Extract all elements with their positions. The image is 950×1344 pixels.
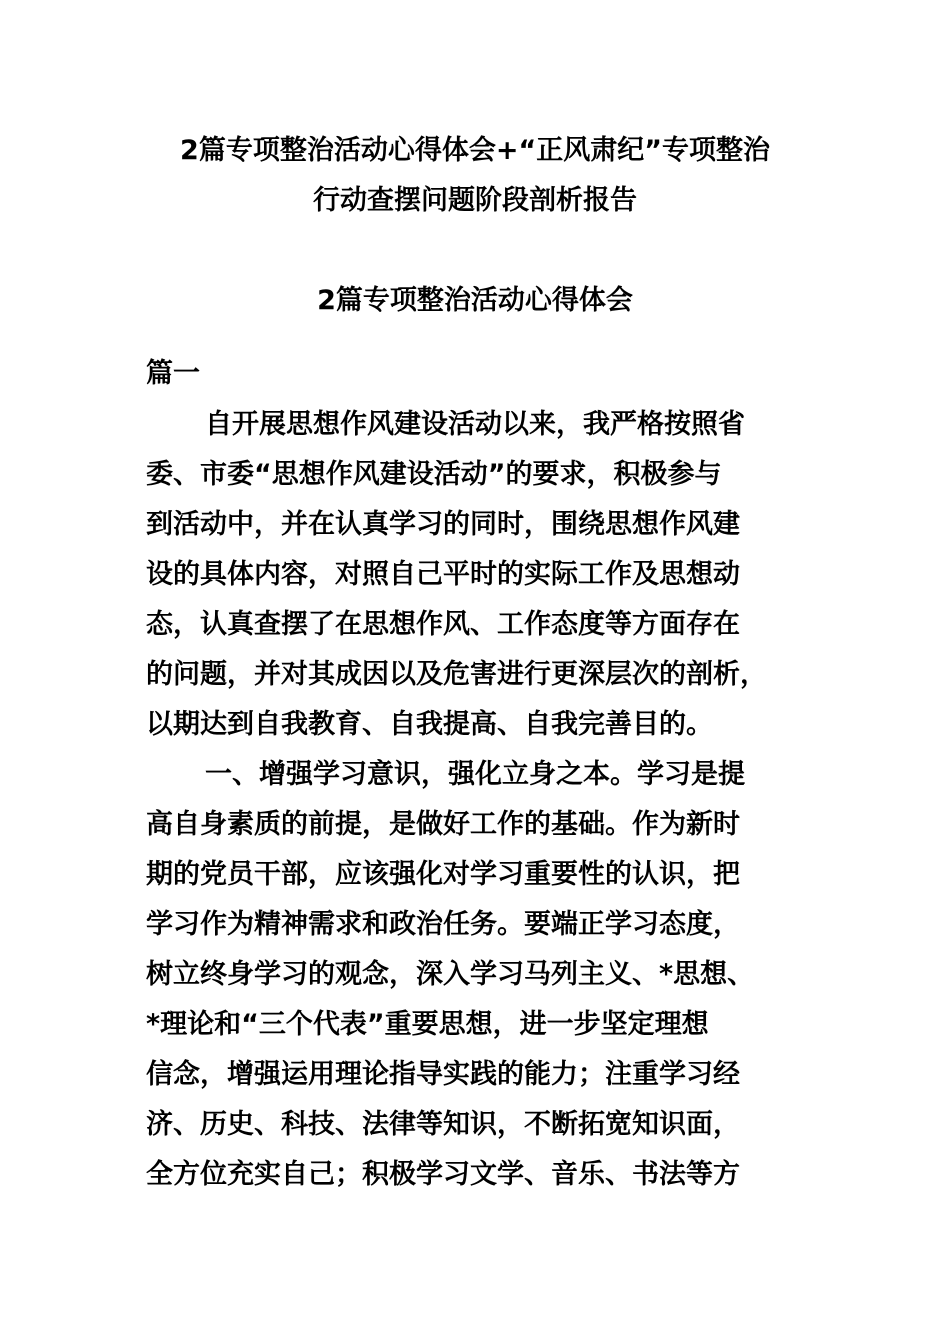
paragraph-line: *理论和“三个代表”重要思想，进一步坚定理想 bbox=[146, 1009, 709, 1040]
paragraph-line: 态，认真查摆了在思想作风、工作态度等方面存在 bbox=[146, 609, 740, 640]
paragraph-line: 信念，增强运用理论指导实践的能力；注重学习经 bbox=[146, 1059, 740, 1090]
document-title-line-2: 行动查摆问题阶段剖析报告 bbox=[313, 185, 637, 216]
paragraph-line: 设的具体内容，对照自己平时的实际工作及思想动 bbox=[146, 559, 740, 590]
document-title-line-1: 2篇专项整治活动心得体会+“正风肃纪”专项整治 bbox=[180, 135, 770, 166]
paragraph-line: 学习作为精神需求和政治任务。要端正学习态度， bbox=[146, 909, 740, 940]
paragraph-line: 以期达到自我教育、自我提高、自我完善目的。 bbox=[146, 709, 713, 740]
paragraph-line: 到活动中，并在认真学习的同时，围绕思想作风建 bbox=[146, 509, 740, 540]
paragraph-line: 自开展思想作风建设活动以来，我严格按照省 bbox=[205, 409, 745, 440]
document-subtitle: 2篇专项整治活动心得体会 bbox=[317, 285, 633, 316]
paragraph-line: 的问题，并对其成因以及危害进行更深层次的剖析， bbox=[146, 659, 767, 690]
paragraph-line: 委、市委“思想作风建设活动”的要求，积极参与 bbox=[146, 459, 722, 490]
paragraph-line: 全方位充实自己；积极学习文学、音乐、书法等方 bbox=[146, 1159, 740, 1190]
paragraph-line: 一、增强学习意识，强化立身之本。学习是提 bbox=[205, 759, 745, 790]
paragraph-line: 济、历史、科技、法律等知识，不断拓宽知识面， bbox=[146, 1109, 740, 1140]
paragraph-line: 期的党员干部，应该强化对学习重要性的认识，把 bbox=[146, 859, 740, 890]
paragraph-line: 树立终身学习的观念，深入学习马列主义、*思想、 bbox=[146, 959, 755, 990]
section-heading: 篇一 bbox=[146, 358, 200, 389]
paragraph-line: 高自身素质的前提，是做好工作的基础。作为新时 bbox=[146, 809, 740, 840]
